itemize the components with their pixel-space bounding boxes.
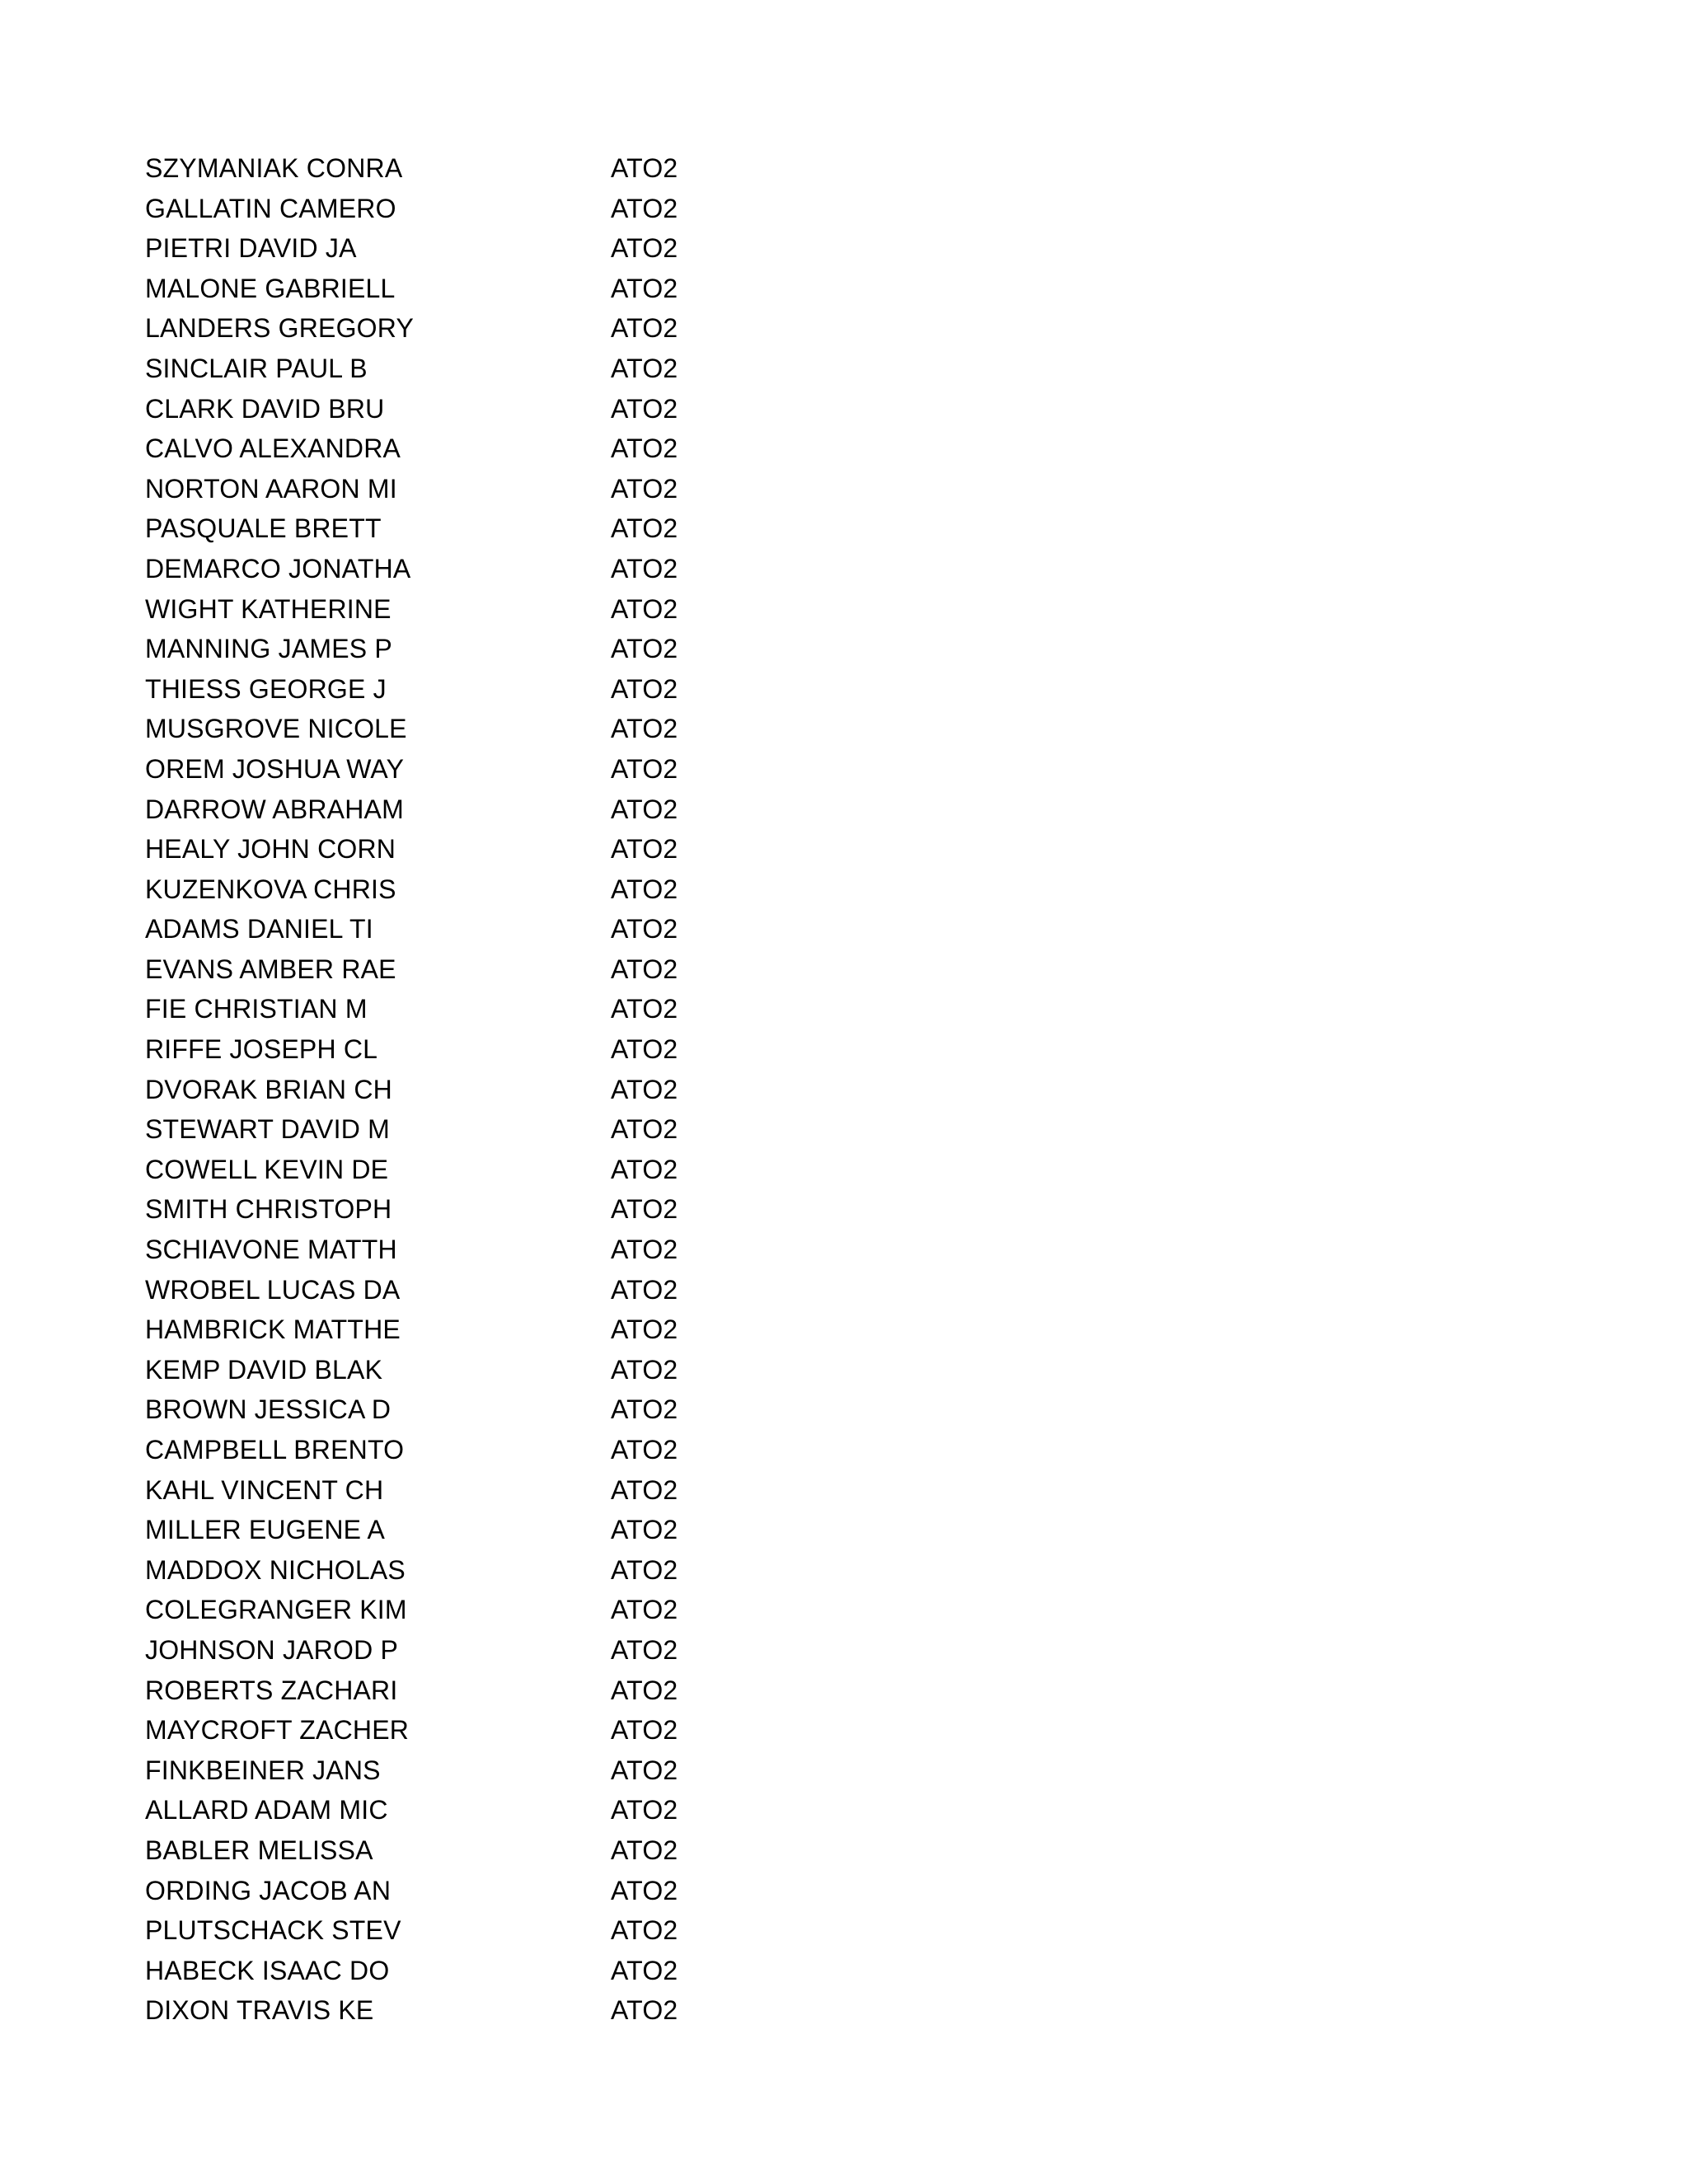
unit-code: ATO2 bbox=[611, 874, 678, 904]
roster-row bbox=[145, 1430, 887, 1470]
unit-code: ATO2 bbox=[611, 1835, 678, 1865]
roster-row bbox=[145, 829, 887, 869]
person-name: PIETRI DAVID JA bbox=[145, 233, 357, 264]
roster-row bbox=[145, 1590, 887, 1630]
roster-row bbox=[145, 790, 887, 830]
unit-code: ATO2 bbox=[611, 1435, 678, 1465]
unit-code: ATO2 bbox=[611, 794, 678, 824]
unit-code: ATO2 bbox=[611, 434, 678, 464]
roster-row bbox=[145, 1109, 887, 1150]
unit-code: ATO2 bbox=[611, 1675, 678, 1705]
unit-code: ATO2 bbox=[611, 673, 678, 704]
person-name: KEMP DAVID BLAK bbox=[145, 1354, 383, 1385]
person-name: GALLATIN CAMERO bbox=[145, 193, 396, 223]
unit-code: ATO2 bbox=[611, 233, 678, 264]
roster-row bbox=[145, 1671, 887, 1711]
unit-code: ATO2 bbox=[611, 1795, 678, 1825]
roster-row bbox=[145, 1510, 887, 1550]
person-name: CAMPBELL BRENTO bbox=[145, 1435, 405, 1465]
roster-row bbox=[145, 189, 887, 229]
person-name: PLUTSCHACK STEV bbox=[145, 1915, 401, 1946]
person-name: SMITH CHRISTOPH bbox=[145, 1194, 392, 1225]
unit-code: ATO2 bbox=[611, 1235, 678, 1265]
unit-code: ATO2 bbox=[611, 753, 678, 784]
roster-row bbox=[145, 509, 887, 549]
unit-code: ATO2 bbox=[611, 1755, 678, 1785]
roster-row bbox=[145, 629, 887, 669]
roster-row bbox=[145, 989, 887, 1029]
roster-row bbox=[145, 429, 887, 469]
person-name: EVANS AMBER RAE bbox=[145, 954, 396, 984]
roster-row bbox=[145, 1070, 887, 1110]
unit-code: ATO2 bbox=[611, 1034, 678, 1065]
person-name: MANNING JAMES P bbox=[145, 634, 392, 664]
person-name: MAYCROFT ZACHER bbox=[145, 1715, 410, 1746]
roster-row bbox=[145, 1630, 887, 1671]
roster-row bbox=[145, 1150, 887, 1190]
unit-code: ATO2 bbox=[611, 1554, 678, 1585]
person-name: KAHL VINCENT CH bbox=[145, 1474, 384, 1505]
person-name: BABLER MELISSA bbox=[145, 1835, 373, 1865]
unit-code: ATO2 bbox=[611, 1875, 678, 1905]
person-name: WROBEL LUCAS DA bbox=[145, 1274, 401, 1305]
unit-code: ATO2 bbox=[611, 153, 678, 183]
person-name: ROBERTS ZACHARI bbox=[145, 1675, 398, 1705]
unit-code: ATO2 bbox=[611, 994, 678, 1024]
roster-row bbox=[145, 269, 887, 309]
unit-code: ATO2 bbox=[611, 393, 678, 424]
person-name: DEMARCO JONATHA bbox=[145, 553, 411, 583]
roster-row bbox=[145, 1951, 887, 1991]
unit-code: ATO2 bbox=[611, 914, 678, 944]
person-name: WIGHT KATHERINE bbox=[145, 593, 392, 624]
roster-row bbox=[145, 949, 887, 990]
person-name: DARROW ABRAHAM bbox=[145, 794, 404, 824]
unit-code: ATO2 bbox=[611, 473, 678, 504]
person-name: SCHIAVONE MATTH bbox=[145, 1235, 397, 1265]
unit-code: ATO2 bbox=[611, 1114, 678, 1145]
roster-row bbox=[145, 1230, 887, 1270]
person-name: HABECK ISAAC DO bbox=[145, 1955, 390, 1985]
person-name: PASQUALE BRETT bbox=[145, 513, 382, 544]
person-name: JOHNSON JAROD P bbox=[145, 1634, 399, 1665]
roster-row bbox=[145, 469, 887, 509]
roster-row bbox=[145, 1750, 887, 1791]
roster-row bbox=[145, 1470, 887, 1511]
person-name: MILLER EUGENE A bbox=[145, 1515, 386, 1545]
person-name: ORDING JACOB AN bbox=[145, 1875, 392, 1905]
unit-code: ATO2 bbox=[611, 954, 678, 984]
unit-code: ATO2 bbox=[611, 1315, 678, 1345]
roster-row bbox=[145, 1270, 887, 1310]
roster-row bbox=[145, 749, 887, 790]
unit-code: ATO2 bbox=[611, 1474, 678, 1505]
unit-code: ATO2 bbox=[611, 1915, 678, 1946]
unit-code: ATO2 bbox=[611, 834, 678, 865]
roster-row bbox=[145, 1871, 887, 1911]
unit-code: ATO2 bbox=[611, 1995, 678, 2026]
unit-code: ATO2 bbox=[611, 593, 678, 624]
unit-code: ATO2 bbox=[611, 1515, 678, 1545]
unit-code: ATO2 bbox=[611, 1274, 678, 1305]
person-name: CLARK DAVID BRU bbox=[145, 393, 385, 424]
person-name: MADDOX NICHOLAS bbox=[145, 1554, 406, 1585]
unit-code: ATO2 bbox=[611, 193, 678, 223]
roster-row bbox=[145, 869, 887, 910]
roster-row bbox=[145, 909, 887, 949]
unit-code: ATO2 bbox=[611, 1394, 678, 1425]
person-name: KUZENKOVA CHRIS bbox=[145, 874, 396, 904]
person-name: COLEGRANGER KIM bbox=[145, 1595, 407, 1625]
roster-row bbox=[145, 1189, 887, 1230]
roster-row bbox=[145, 1310, 887, 1350]
unit-code: ATO2 bbox=[611, 1715, 678, 1746]
unit-code: ATO2 bbox=[611, 553, 678, 583]
roster-row bbox=[145, 1350, 887, 1390]
unit-code: ATO2 bbox=[611, 273, 678, 303]
roster-row bbox=[145, 228, 887, 269]
unit-code: ATO2 bbox=[611, 1194, 678, 1225]
roster-list bbox=[145, 148, 887, 2031]
unit-code: ATO2 bbox=[611, 353, 678, 383]
roster-row bbox=[145, 1790, 887, 1830]
person-name: COWELL KEVIN DE bbox=[145, 1154, 389, 1184]
unit-code: ATO2 bbox=[611, 1074, 678, 1104]
person-name: HEALY JOHN CORN bbox=[145, 834, 396, 865]
person-name: DIXON TRAVIS KE bbox=[145, 1995, 374, 2026]
roster-row bbox=[145, 148, 887, 189]
unit-code: ATO2 bbox=[611, 313, 678, 344]
person-name: DVORAK BRIAN CH bbox=[145, 1074, 392, 1104]
person-name: SZYMANIAK CONRA bbox=[145, 153, 403, 183]
person-name: FINKBEINER JANS bbox=[145, 1755, 381, 1785]
person-name: SINCLAIR PAUL B bbox=[145, 353, 368, 383]
unit-code: ATO2 bbox=[611, 1354, 678, 1385]
person-name: STEWART DAVID M bbox=[145, 1114, 390, 1145]
person-name: OREM JOSHUA WAY bbox=[145, 753, 405, 784]
unit-code: ATO2 bbox=[611, 1595, 678, 1625]
unit-code: ATO2 bbox=[611, 1955, 678, 1985]
roster-row bbox=[145, 1830, 887, 1871]
person-name: RIFFE JOSEPH CL bbox=[145, 1034, 378, 1065]
person-name: FIE CHRISTIAN M bbox=[145, 994, 368, 1024]
roster-row bbox=[145, 709, 887, 749]
person-name: THIESS GEORGE J bbox=[145, 673, 387, 704]
unit-code: ATO2 bbox=[611, 1634, 678, 1665]
unit-code: ATO2 bbox=[611, 714, 678, 744]
unit-code: ATO2 bbox=[611, 1154, 678, 1184]
unit-code: ATO2 bbox=[611, 513, 678, 544]
roster-row bbox=[145, 1029, 887, 1070]
roster-row bbox=[145, 669, 887, 710]
roster-row bbox=[145, 589, 887, 630]
roster-row bbox=[145, 1710, 887, 1750]
person-name: MALONE GABRIELL bbox=[145, 273, 396, 303]
roster-row bbox=[145, 1990, 887, 2031]
roster-row bbox=[145, 349, 887, 389]
roster-row bbox=[145, 549, 887, 589]
roster-row bbox=[145, 1550, 887, 1591]
person-name: HAMBRICK MATTHE bbox=[145, 1315, 401, 1345]
roster-row bbox=[145, 389, 887, 429]
person-name: ADAMS DANIEL TI bbox=[145, 914, 373, 944]
person-name: BROWN JESSICA D bbox=[145, 1394, 392, 1425]
roster-row bbox=[145, 308, 887, 349]
person-name: CALVO ALEXANDRA bbox=[145, 434, 401, 464]
person-name: NORTON AARON MI bbox=[145, 473, 397, 504]
roster-row bbox=[145, 1910, 887, 1951]
person-name: ALLARD ADAM MIC bbox=[145, 1795, 388, 1825]
unit-code: ATO2 bbox=[611, 634, 678, 664]
person-name: LANDERS GREGORY bbox=[145, 313, 415, 344]
roster-row bbox=[145, 1390, 887, 1430]
person-name: MUSGROVE NICOLE bbox=[145, 714, 407, 744]
